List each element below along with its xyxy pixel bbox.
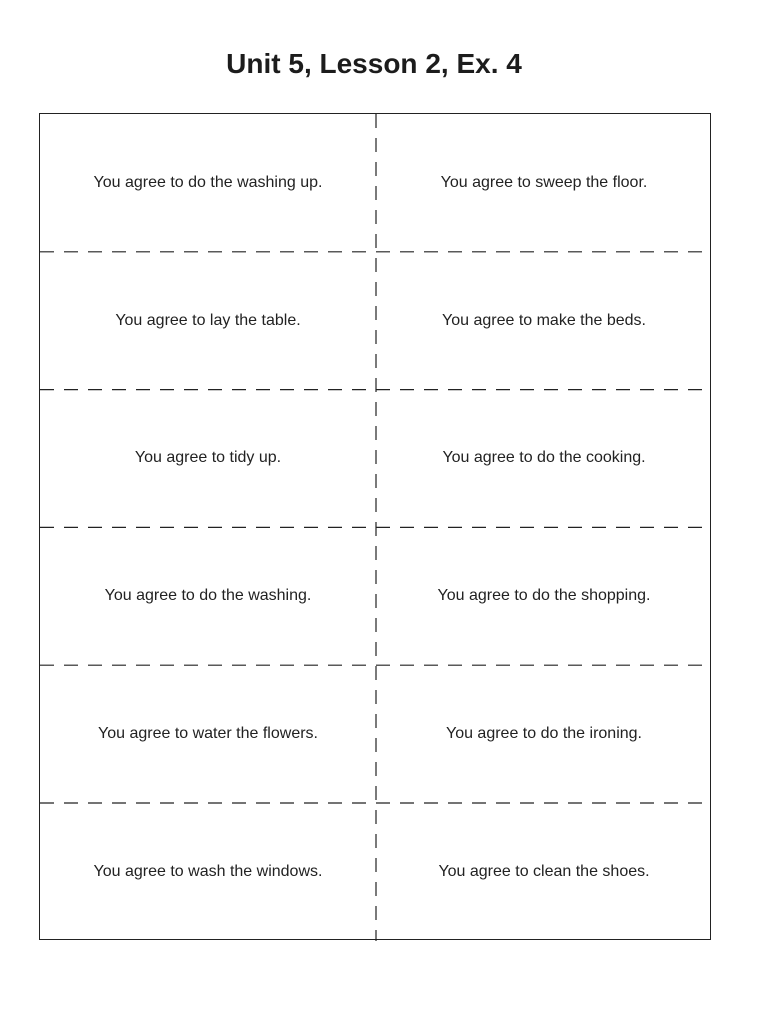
- card: You agree to clean the shoes.: [438, 862, 650, 880]
- card: You agree to do the washing.: [104, 587, 312, 605]
- page-title: Unit 5, Lesson 2, Ex. 4: [226, 48, 522, 79]
- card: You agree to sweep the floor.: [440, 173, 648, 191]
- card: You agree to do the shopping.: [437, 587, 651, 605]
- card: You agree to wash the windows.: [93, 862, 323, 880]
- card-sheet: [39, 113, 711, 940]
- card: You agree to do the ironing.: [445, 725, 642, 743]
- card: You agree to tidy up.: [134, 449, 282, 467]
- card: You agree to water the flowers.: [98, 725, 318, 743]
- card: You agree to make the beds.: [442, 311, 646, 329]
- card: You agree to do the washing up.: [93, 173, 323, 191]
- card: You agree to do the cooking.: [442, 449, 646, 467]
- card: You agree to lay the table.: [115, 311, 301, 329]
